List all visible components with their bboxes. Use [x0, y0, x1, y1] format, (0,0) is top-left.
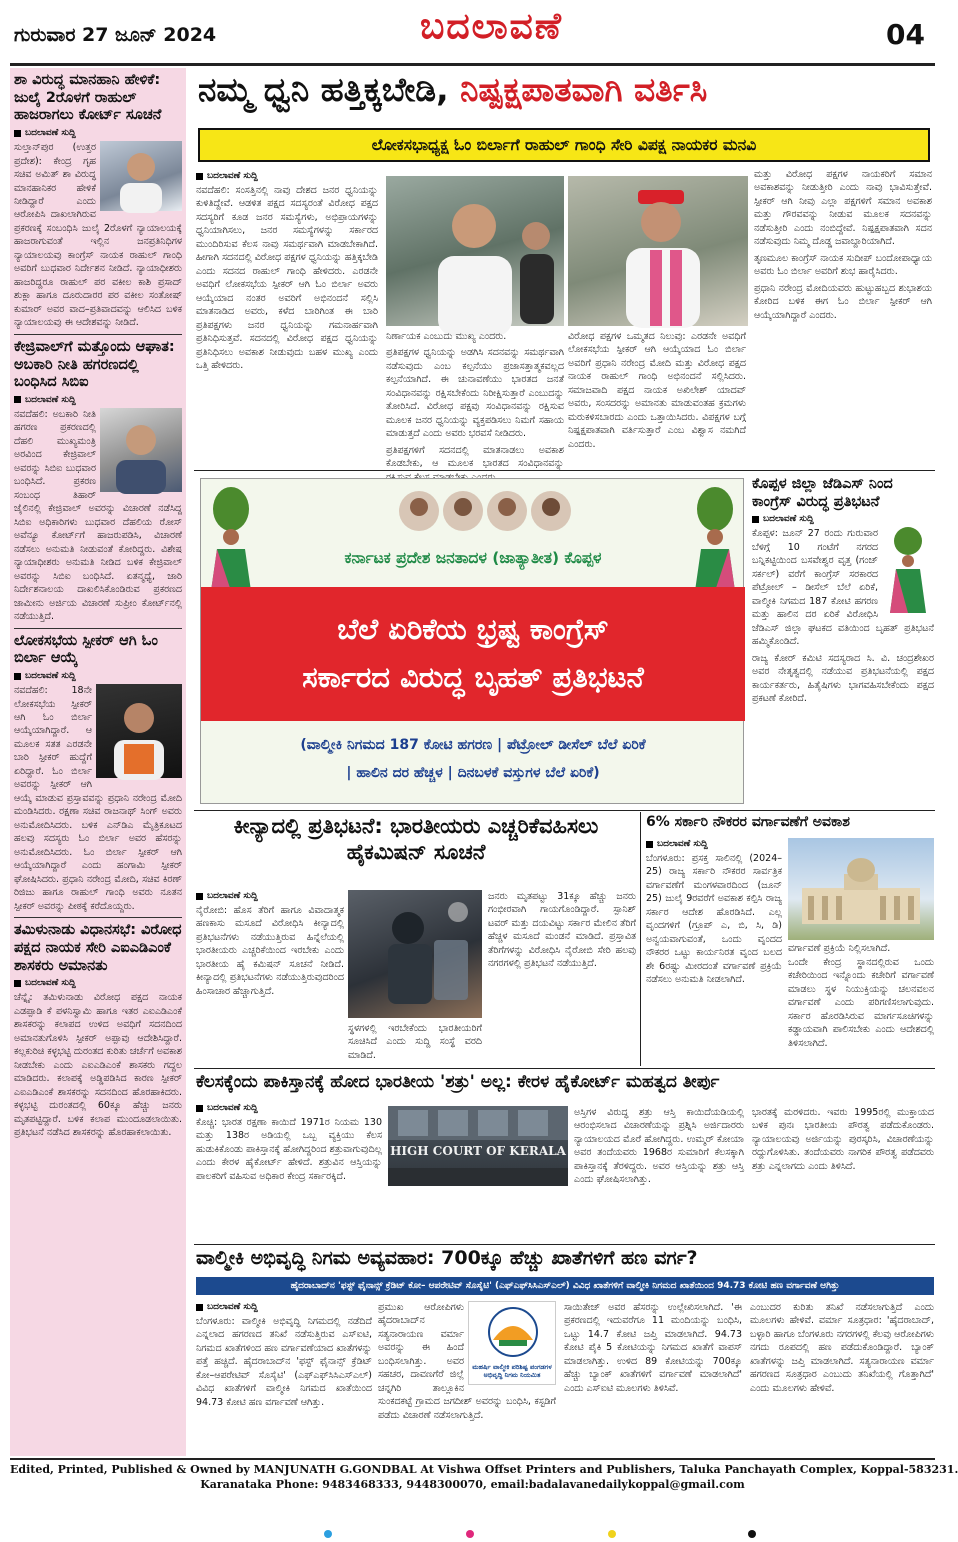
rahul-gandhi-photo: [100, 141, 182, 211]
story-body: ಚೆನ್ನೈ: ತಮಿಳುನಾಡು ವಿರೋಧ ಪಕ್ಷದ ನಾಯಕ ಎಡಪ್ಪಾಡಿ ಕೆ ಪಳನಿಸ್ವಾಮಿ ಹಾಗೂ ಇತರ ಎಐಎಡಿಎಂಕೆ ಶಾಸಕರನ್ನು ಕಲಾಪದ ಉಳಿದ ಅವಧಿಗೆ ಸದನದಿಂದ ಅಮಾನತುಗೊಳಿಸಿ ಸ್ಪೀಕರ್ ಅಪ್ಪಾವು ಆದೇಶಿಸಿದ್ದಾರೆ. ಕಲ್ಲಕುರಿಚಿ ಕಳ್ಳಭಟ್ಟಿ ದುರಂತದ ಕುರಿತು ಚರ್ಚೆಗೆ ಅವಕಾಶ ನೀಡಬೇಕು ಎಂದು ಎಐಎಡಿಎಂಕೆ ಶಾಸಕರು ಗದ್ದಲ ಮಾಡಿದರು. ಕಲಾಪಕ್ಕೆ ಅಡ್ಡಿಪಡಿಸಿದ ಕಾರಣ ಸ್ಪೀಕರ್ ಎಐಎಡಿಎಂಕೆ ಶಾಸಕರನ್ನು ಸದನದಿಂದ ಹೊರಹಾಕಿದರು. ಕಳ್ಳಭಟ್ಟಿ ದುರಂತದಲ್ಲಿ 60ಕ್ಕೂ ಹೆಚ್ಚು ಜನರು ಮೃತಪಟ್ಟಿದ್ದಾರೆ. ಬಳಿಕ ಕಲಾಪ ಮುಂದೂಡಲಾಯಿತು. ಪ್ರತಿಭಟನೆ ನಡೆಸಿದ ಶಾಸಕರನ್ನು ಹೊರಹಾಕಲಾಯಿತು.: [14, 992, 182, 1139]
registration-mark: [748, 1530, 756, 1538]
divider: [14, 628, 182, 629]
photo-caption: ಸ್ಥಳಗಳಲ್ಲಿ ಇರಬೇಕೆಂದು ಭಾರತೀಯರಿಗೆ ಸೂಚಿಸಿದೆ ಎಂದು ಸುದ್ದಿ ಸಂಸ್ಥೆ ವರದಿ ಮಾಡಿದೆ.: [348, 1023, 482, 1061]
jds-protest-ad: [200, 478, 744, 804]
masthead-rule: [10, 63, 935, 66]
divider: [14, 917, 182, 918]
logo-text: ಮಹರ್ಷಿ ವಾಲ್ಮೀಕಿ ಪರಿಶಿಷ್ಟ ಪಂಗಡಗಳ ಅಭಿವೃದ್ಧಿ ನಿಗಮ ನಿಯಮಿತ: [472, 1363, 552, 1379]
registration-mark: [608, 1530, 616, 1538]
lead-col3: ವಿರೋಧ ಪಕ್ಷಗಳ ಒಮ್ಮತದ ನಿಲುವು: ಎರಡನೇ ಅವಧಿಗೆ ಲೋಕಸಭೆಯ ಸ್ಪೀಕರ್ ಆಗಿ ಆಯ್ಕೆಯಾದ ಓಂ ಬಿರ್ಲಾ ಅವರಿಗೆ ಪ್ರಧಾನಿ ನರೇಂದ್ರ ಮೋದಿ ಮತ್ತು ವಿರೋಧ ಪಕ್ಷದ ನಾಯಕ ರಾಹುಲ್ ಗಾಂಧಿ ಅಭಿನಂದನೆ ಸಲ್ಲಿಸಿದರು. ಸಮಾಜವಾದಿ ಪಕ್ಷದ ನಾಯಕ ಅಖಿಲೇಶ್ ಯಾದವ್ ಅವರು, ಸಂಸದರನ್ನು ಅಮಾನತು ಮಾಡುವಂತಹ ಕ್ರಮಗಳು ಮರುಕಳಿಸಬಾರದು ಎಂದು ಒತ್ತಾಯಿಸಿದರು. ವಿಪಕ್ಷಗಳ ಬಗ್ಗೆ ನಿಷ್ಪಕ್ಷಪಾತವಾಗಿ ವರ್ತಿಸುತ್ತಾರೆ ಎಂಬ ವಿಶ್ವಾಸ ನಮಗಿದೆ ಎಂದರು.: [568, 331, 746, 450]
story-body: ಭಾರತಕ್ಕೆ ಮರಳಿದರು. ಇವರು 1995ರಲ್ಲಿ ಮುಕ್ತಾಯದ ಬಳಿಕ ಪುನಃ ಭಾರತೀಯ ಪೌರತ್ವ ಪಡೆದುಕೊಂಡರು. ನ್ಯಾಯಾಲಯವು ಅರ್ಜಿಯನ್ನು ಪುರಸ್ಕರಿಸಿ, ವಿಚಾರಣೆಯನ್ನು ರದ್ದುಗೊಳಿಸಿತು. ತಂದೆಯವರು ನಾಗರಿಕ ಪೌರತ್ವ ಪಡೆದವರು ಶತ್ರು ಎನ್ನಲಾಗದು ಎಂದು ತಿಳಿಸಿದೆ.: [752, 1107, 934, 1172]
party-line: ಕರ್ನಾಟಕ ಪ್ರದೇಶ ಜನತಾದಳ (ಜಾತ್ಯಾತೀತ) ಕೊಪ್ಪಳ: [344, 549, 602, 567]
kenya-col1: [196, 888, 344, 1066]
lead-headline-part2: ನಿಷ್ಪಕ್ಷಪಾತವಾಗಿ ವರ್ತಿಸಿ: [460, 70, 708, 109]
story-body: ಎಂಬುದರ ಕುರಿತು ತನಿಖೆ ನಡೆಸಲಾಗುತ್ತಿದೆ ಎಂದು ಮೂಲಗಳು ಹೇಳಿವೆ. ವರ್ಮಾ ಸೂತ್ರಧಾರ: 'ಹೈದರಾಬಾದ್, ಬಳ್ಳಾರಿ ಹಾಗೂ ಬೆಂಗಳೂರು ನಗರಗಳಲ್ಲಿ ಕೆಲವು ಆರೋಪಿಗಳು ನಗದು ರೂಪದಲ್ಲಿ ಹಣ ಪಡೆದುಕೊಂಡಿದ್ದಾರೆ. ಬ್ಯಾಂಕ್ ಖಾತೆಗಳನ್ನು ಜಪ್ತಿ ಮಾಡಲಾಗಿದೆ. ಸತ್ಯನಾರಾಯಣ ವರ್ಮಾ ಹಗರಣದ ಸೂತ್ರಧಾರ ಎಂಬುದು ತನಿಖೆಯಲ್ಲಿ ಗೊತ್ತಾಗಿದೆ' ಎಂದು ಮೂಲಗಳು ಹೇಳಿವೆ.: [750, 1302, 934, 1394]
story-byline: ಬದಲಾವಣೆ ಸುದ್ದಿ: [196, 891, 344, 901]
rahul-gandhi-lead-photo: [386, 176, 564, 326]
story-om-birla: [14, 633, 182, 914]
corporation-logo-icon: [469, 1302, 557, 1360]
story-body: ಬೆಂಗಳೂರು: ವಾಲ್ಮೀಕಿ ಅಭಿವೃದ್ಧಿ ನಿಗಮದಲ್ಲಿ ನಡೆದಿದೆ ಎನ್ನಲಾದ ಹಗರಣದ ತನಿಖೆ ನಡೆಸುತ್ತಿರುವ ಎಸ್‌ಐಟಿ, ನಿಗಮದ ಖಾತೆಗಳಿಂದ ಹಣ ವರ್ಗಾವಣೆಯಾದ ಖಾತೆಗಳನ್ನು ಪತ್ತೆ ಹಚ್ಚಿದೆ. ಹೈದರಾಬಾದ್‌ನ 'ಫಸ್ಟ್ ಫೈನಾನ್ಸ್ ಕ್ರೆಡಿಟ್ ಕೋ–ಆಪರೇಟಿವ್ ಸೊಸೈಟಿ' (ಎಫ್‌ಎಫ್‌ಸಿಸಿಎಸ್‌ಎಲ್) ವಿವಿಧ ಖಾತೆಗಳಿಗೆ ವಾಲ್ಮೀಕಿ ನಿಗಮದ ಖಾತೆಯಿಂದ 94.73 ಕೋಟಿ ಹಣ ವರ್ಗಾವಣೆ ಆಗಿತ್ತು.: [196, 1316, 372, 1408]
vidhana-soudha-photo: [788, 838, 934, 940]
imprint-line2: Karanataka Phone: 9483468333, 9448300070, email:badalavanedailykoppal@gmail.com: [200, 1478, 745, 1491]
kerala-col1: [196, 1100, 382, 1240]
portrait-icon: [100, 141, 182, 211]
story-byline: ಬದಲಾವಣೆ ಸುದ್ದಿ: [752, 514, 934, 524]
protest-issues: (ವಾಲ್ಮೀಕಿ ನಿಗಮದ 187 ಕೋಟಿ ಹಗರಣ | ಪೆಟ್ರೋಲ್ ಡೀಸೆಲ್ ಬೆಲೆ ಏರಿಕೆ | ಹಾಲಿನ ದರ ಹೆಚ್ಚಳ | ದಿನಬಳಕೆ ವಸ್ತುಗಳ ಬೆಲೆ ಏರಿಕೆ): [300, 737, 646, 781]
farm-woman-emblem-icon: [882, 527, 934, 617]
story-rahul-court: [14, 72, 182, 330]
divider: [194, 1068, 935, 1069]
story-body: ನವದೆಹಲಿ: ಅಬಕಾರಿ ನೀತಿ ಹಗರಣ ಪ್ರಕರಣದಲ್ಲಿ ದೆಹಲಿ ಮುಖ್ಯಮಂತ್ರಿ ಅರವಿಂದ ಕೇಜ್ರಿವಾಲ್ ಅವರನ್ನು ಸಿಬಿಐ ಬುಧವಾರ ಬಂಧಿಸಿದೆ. ಪ್ರಕರಣ ಸಂಬಂಧ ತಿಹಾರ್ ಜೈಲಿನಲ್ಲಿ ಕೇಜ್ರಿವಾಲ್ ಅವರನ್ನು ವಿಚಾರಣೆ ನಡೆಸಿದ್ದ ಸಿಬಿಐ ಅಧಿಕಾರಿಗಳು ಬುಧವಾರ ದೆಹಲಿಯ ರೋಸ್ ಅವೆನ್ಯೂ ಕೋರ್ಟ್‌ಗೆ ಹಾಜರುಪಡಿಸಿ, ವಿಚಾರಣೆ ನಡೆಸಲು ಅನುಮತಿ ನೀಡುವಂತೆ ಕೋರಿದ್ದರು. ವಿಶೇಷ ನ್ಯಾಯಾಧೀಶರು ಅನುಮತಿ ನೀಡಿದ ಬಳಿಕ ಕೇಜ್ರಿವಾಲ್ ಅವರನ್ನು ಸಿಬಿಐ ಬಂಧಿಸಿದೆ. ಏತನ್ಮಧ್ಯೆ, ಜಾರಿ ನಿರ್ದೇಶನಾಲಯ ದಾಖಲಿಸಿಕೊಂಡಿರುವ ಪ್ರಕರಣದ ಜಾಮೀನು ಅರ್ಜಿಯ ವಿಚಾರಣೆ ಸುಪ್ರೀಂ ಕೋರ್ಟ್‌ನಲ್ಲಿ ನಡೆಯುತ್ತಿದೆ.: [14, 408, 182, 623]
imprint-line1: Edited, Printed, Published & Owned by MANJUNATH G.GONDBAL At Vishwa Offset Printers and Publishers, Taluka Panchayath Complex, Koppal-583231.: [10, 1463, 958, 1476]
story-kerala-hc: [196, 1072, 934, 1240]
paper-name: ಬದಲಾವಣೆ: [420, 6, 563, 47]
om-birla-photo: [96, 684, 182, 778]
govt-col1: [646, 836, 782, 1066]
story-headline: ಕೀನ್ಯಾದಲ್ಲಿ ಪ್ರತಿಭಟನೆ: ಭಾರತೀಯರು ಎಚ್ಚರಿಕೆವಹಿಸಲು ಹೈಕಮಿಷನ್ ಸೂಚನೆ: [233, 814, 599, 864]
protest-banner: ಬೆಲೆ ಏರಿಕೆಯ ಭ್ರಷ್ಟ ಕಾಂಗ್ರೆಸ್ ಸರ್ಕಾರದ ವಿರುದ್ಧ ಬೃಹತ್ ಪ್ರತಿಭಟನೆ: [201, 587, 745, 721]
divider: [194, 470, 935, 471]
photo-caption: ವರ್ಗಾವಣೆ ಪ್ರಕ್ರಿಯೆ ನಿಲ್ಲಿಸಲಾಗಿದೆ.: [788, 943, 891, 954]
lead-headline: [198, 70, 934, 110]
divider: [14, 334, 182, 335]
divider: [194, 1244, 935, 1245]
kenya-protest-photo: [348, 890, 482, 1018]
portrait-icon: [100, 408, 182, 492]
story-body: ಸಾಯಿತೇಜ್ ಅವರ ಹೆಸರನ್ನು ಉಲ್ಲೇಖಿಸಲಾಗಿದೆ. 'ಈ ಪ್ರಕರಣದಲ್ಲಿ ಇದುವರೆಗೂ 11 ಮಂದಿಯನ್ನು ಬಂಧಿಸಿ, ಒಟ್ಟು 14.7 ಕೋಟಿ ಜಪ್ತಿ ಮಾಡಲಾಗಿದೆ. 94.73 ಕೋಟಿ ಪೈಕಿ 5 ಕೋಟಿಯನ್ನು ನಿಗಮದ ಖಾತೆಗೆ ವಾಪಸ್ ಮಾಡಲಾಗಿತ್ತು. ಉಳಿದ 89 ಕೋಟಿಯನ್ನು 700ಕ್ಕೂ ಹೆಚ್ಚು ಬ್ಯಾಂಕ್ ಖಾತೆಗಳಿಗೆ ವರ್ಗಾವಣೆ ಮಾಡಲಾಗಿದೆ' ಎಂದು ಎಸ್‌ಐಟಿ ಮೂಲಗಳು ತಿಳಿಸಿವೆ.: [564, 1302, 742, 1394]
lead-col1: [196, 168, 378, 468]
masthead: [0, 0, 945, 68]
story-body: ರಾಜ್ಯ ಕೋರ್ ಕಮಿಟಿ ಸದಸ್ಯರಾದ ಸಿ. ವಿ. ಚಂದ್ರಶೇಖರ ಅವರ ನೇತೃತ್ವದಲ್ಲಿ ನಡೆಯುವ ಪ್ರತಿಭಟನೆಯಲ್ಲಿ ಪಕ್ಷದ ಕಾರ್ಯಕರ್ತರು, ಹಿತೈಷಿಗಳು ಭಾಗವಹಿಸಬೇಕೆಂದು ಪಕ್ಷದ ಪ್ರಕಟಣೆ ಕೋರಿದೆ.: [752, 652, 934, 705]
story-body: ಕೊಪ್ಪಳ: ಜೂನ್ 27 ರಂದು ಗುರುವಾರ ಬೆಳಿಗ್ಗೆ 10 ಗಂಟೆಗೆ ನಗರದ ಬನ್ನಿಕಟ್ಟಿಯಿಂದ ಬಸವೇಶ್ವರ ವೃತ್ತ (ಗಂಜ್ ಸರ್ಕಲ್) ವರೆಗೆ ಕಾಂಗ್ರೆಸ್ ಸರಕಾರದ ಪೆಟ್ರೋಲ್ – ಡೀಸೆಲ್ ಬೆಲೆ ಏರಿಕೆ, ವಾಲ್ಮೀಕಿ ನಿಗಮದ 187 ಕೋಟಿ ಹಗರಣ ಮತ್ತು ಹಾಲಿನ ದರ ಏರಿಕೆ ವಿರೋಧಿಸಿ ಜೆಡಿಎಸ್ ಜಿಲ್ಲಾ ಘಟಕದ ವತಿಯಿಂದ ಬೃಹತ್ ಪ್ರತಿಭಟನೆ ಹಮ್ಮಿಕೊಂಡಿದೆ.: [752, 528, 934, 648]
farm-woman-emblem-photo: [882, 527, 934, 617]
issue-date: ಗುರುವಾರ 27 ಜೂನ್ 2024: [14, 24, 217, 46]
story-headline: ಶಾ ವಿರುದ್ಧ ಮಾನಹಾನಿ ಹೇಳಿಕೆ: ಜುಲೈ 2ರೊಳಗೆ ರಾಹುಲ್ ಹಾಜರಾಗಲು ಕೋರ್ಟ್ ಸೂಚನೆ: [14, 72, 162, 124]
portrait-icon: [386, 176, 564, 326]
story-valmiki: [196, 1247, 934, 1453]
story-body: ಸುಲ್ತಾನ್‌ಪುರ (ಉತ್ತರ ಪ್ರದೇಶ): ಕೇಂದ್ರ ಗೃಹ ಸಚಿವ ಅಮಿತ್ ಶಾ ವಿರುದ್ಧ ಮಾನಹಾನಿಕರ ಹೇಳಿಕೆ ನೀಡಿದ್ದಾರೆ ಎಂದು ಆರೋಪಿಸಿ ದಾಖಲಾಗಿರುವ ಪ್ರಕರಣಕ್ಕೆ ಸಂಬಂಧಿಸಿ ಜುಲೈ 2ರೊಳಗೆ ನ್ಯಾಯಾಲಯಕ್ಕೆ ಹಾಜರಾಗುವಂತೆ ಇಲ್ಲಿನ ಜನಪ್ರತಿನಿಧಿಗಳ ನ್ಯಾಯಾಲಯವು ಕಾಂಗ್ರೆಸ್ ನಾಯಕ ರಾಹುಲ್ ಗಾಂಧಿ ಅವರಿಗೆ ಬುಧವಾರ ನಿರ್ದೇಶನ ನೀಡಿದೆ. ನ್ಯಾಯಾಧೀಶರು ಹಾಜರಿದ್ದರೂ ರಾಹುಲ್ ಪರ ವಕೀಲ ಕಾಶಿ ಪ್ರಸಾದ್ ಶುಕ್ಲಾ ಹಾಗೂ ದೂರುದಾರರ ಪರ ವಕೀಲ ಸಂತೋಷ್ ಕುಮಾರ್ ಅವರ ವಾದ–ಪ್ರತಿವಾದವನ್ನು ಆಲಿಸಿದ ಬಳಿಕ ನ್ಯಾಯಾಲಯವು ಈ ಆದೇಶವನ್ನು ನೀಡಿದೆ.: [14, 142, 182, 329]
valmiki-strap: ಹೈದರಾಬಾದ್‌ನ 'ಫಸ್ಟ್ ಫೈನಾನ್ಸ್ ಕ್ರೆಡಿಟ್ ಕೋ– ಆಪರೇಟಿವ್ ಸೊಸೈಟಿ' (ಎಫ್‌ಎಫ್‌ಸಿಸಿಎಸ್‌ಎಲ್) ವಿವಿಧ ಖಾತೆಗಳಿಗೆ ವಾಲ್ಮೀಕಿ ನಿಗಮದ ಖಾತೆಯಿಂದ 94.73 ಕೋಟಿ ಹಣ ವರ್ಗಾವಣೆ ಆಗಿತ್ತು: [196, 1277, 934, 1295]
story-body: ಅಸ್ತಿಗಳ ವಿರುದ್ಧ ಶತ್ರು ಆಸ್ತಿ ಕಾಯಿದೆಯಡಿಯಲ್ಲಿ ಆರಂಭಿಸಲಾದ ವಿಚಾರಣೆಯನ್ನು ಪ್ರಶ್ನಿಸಿ ಅರ್ಜಿದಾರರು ನ್ಯಾಯಾಲಯದ ಮೊರೆ ಹೋಗಿದ್ದರು. ಉಮ್ಮರ್ ಕೋಯಾ ಅವರ ತಂದೆಯವರು 1968ರ ಸುಮಾರಿಗೆ ಕೆಲಸಕ್ಕಾಗಿ ಪಾಕಿಸ್ತಾನಕ್ಕೆ ತೆರಳಿದ್ದರು. ಅವರ ಆಸ್ತಿಯನ್ನು ಶತ್ರು ಆಸ್ತಿ ಎಂದು ಘೋಷಿಸಲಾಗಿತ್ತು.: [574, 1107, 744, 1186]
story-byline: ಬದಲಾವಣೆ ಸುದ್ದಿ: [14, 128, 182, 138]
building-icon: [788, 838, 934, 940]
story-byline: ಬದಲಾವಣೆ ಸುದ್ದಿ: [14, 978, 182, 988]
registration-mark: [466, 1530, 474, 1538]
story-body: ಒಂದೇ ಕೇಂದ್ರ ಸ್ಥಾನದಲ್ಲಿರುವ ಒಂದು ಕಚೇರಿಯಿಂದ ಇನ್ನೊಂದು ಕಚೇರಿಗೆ ವರ್ಗಾವಣೆ ಮಾಡಲು ಸ್ಥಳ ನಿಯುಕ್ತಿಯನ್ನು ಚಲನವಲನ ವರ್ಗಾವಣೆ ಎಂದು ಪರಿಗಣಿಸಲಾಗುವುದು. ಸರ್ಕಾರ ಹೊರಡಿಸಿರುವ ಮಾರ್ಗಸೂಚಿಗಳನ್ನು ಕಡ್ಡಾಯವಾಗಿ ಪಾಲಿಸಬೇಕು ಎಂದು ಆದೇಶದಲ್ಲಿ ತಿಳಿಸಲಾಗಿದೆ.: [788, 957, 934, 1049]
govt-col2: [788, 956, 934, 1066]
story-headline: 6% ಸರ್ಕಾರಿ ನೌಕರರ ವರ್ಗಾವಣೆಗೆ ಅವಕಾಶ: [646, 814, 850, 830]
story-byline: ಬದಲಾವಣೆ ಸುದ್ದಿ: [14, 671, 182, 681]
story-body: ನೈರೋಬಿ: ಹೊಸ ತೆರಿಗೆ ಹಾಗೂ ವಿವಾದಾತ್ಮಕ ಹಣಕಾಸು ಮಸೂದೆ ವಿರೋಧಿಸಿ ಕೀನ್ಯಾದಲ್ಲಿ ಪ್ರತಿಭಟನೆಗಳು ನಡೆಯುತ್ತಿರುವ ಹಿನ್ನೆಲೆಯಲ್ಲಿ ಭಾರತೀಯರು ಎಚ್ಚರಿಕೆಯಿಂದ ಇರಬೇಕು ಎಂದು ಭಾರತೀಯ ಹೈ ಕಮಿಷನ್ ಸೂಚನೆ ನೀಡಿದೆ. ಕೀನ್ಯಾದಲ್ಲಿ ಪ್ರತಿಭಟನೆಗಳು ನಡೆಯುತ್ತಿರುವುದರಿಂದ ಹಿಂಸಾಚಾರ ಹೆಚ್ಚಾಗುತ್ತಿದೆ.: [196, 905, 344, 997]
court-sign: HIGH COURT OF KERALA: [390, 1144, 566, 1158]
story-body: ಜನರು ಮೃತಪಟ್ಟು 31ಕ್ಕೂ ಹೆಚ್ಚು ಜನರು ಗಂಭೀರವಾಗಿ ಗಾಯಗೊಂಡಿದ್ದಾರೆ. ಸ್ಪಾನಿಶ್ ಟವರ್ ಮತ್ತು ದಯವಿಟ್ಟು ಸರ್ಕಾರ ಮೇಲಿನ ತೆರಿಗೆ ಹೆಚ್ಚಳ ಮಸೂದೆ ಮಂಡನೆ ಮಾಡಿದೆ. ಪ್ರಸ್ತಾವಿತ ತೆರಿಗೆಗಳನ್ನು ವಿರೋಧಿಸಿ ನೈರೋಬಿ ಸೇರಿ ಹಲವು ನಗರಗಳಲ್ಲಿ ಪ್ರತಿಭಟನೆ ನಡೆಯುತ್ತಿದೆ.: [488, 891, 636, 970]
kenya-col3: [488, 890, 636, 1066]
story-koppal-jds: [752, 476, 934, 806]
story-body: ಕೊಚ್ಚಿ: ಭಾರತ ರಕ್ಷಣಾ ಕಾಯಿದೆ 1971ರ ನಿಯಮ 130 ಮತ್ತು 138ರ ಅಡಿಯಲ್ಲಿ ಒಬ್ಬ ವ್ಯಕ್ತಿಯು ಕೆಲಸ ಹುಡುಕಿಕೊಂಡು ಪಾಕಿಸ್ತಾನಕ್ಕೆ ಹೋಗಿದ್ದರಿಂದ ಶತ್ರುವಾಗುವುದಿಲ್ಲ ಎಂದು ಕೇರಳ ಹೈಕೋರ್ಟ್ ಹೇಳಿದೆ. ಶತ್ರುವಿನ ಆಸ್ತಿಯನ್ನು ಪಾಲಕರಿಗೆ ವಹಿಸುವ ಅಧಿಕಾರ ಕೇಂದ್ರ ಸರ್ಕಾರಕ್ಕಿದೆ.: [196, 1117, 382, 1182]
valmiki-col1: [196, 1299, 372, 1453]
page-number: 04: [886, 18, 925, 51]
story-byline: ಬದಲಾವಣೆ ಸುದ್ದಿ: [196, 1103, 382, 1113]
story-kejriwal: [14, 339, 182, 624]
story-body: ಪ್ರಮುಖ ಆರೋಪಿಗಳು ಹೈದರಾಬಾದ್‌ನ ಸತ್ಯನಾರಾಯಣ ವರ್ಮಾ ಅವರನ್ನು ಈ ಹಿಂದೆ ಬಂಧಿಸಲಾಗಿತ್ತು. ಅವರ ಸಹಚರ, ದಾವಣಗೆರೆ ಜಿಲ್ಲೆ ಚನ್ನಗಿರಿ ತಾಲ್ಲೂಕಿನ ಸುಂಕದಕಟ್ಟೆ ಗ್ರಾಮದ ಜಗದೀಶ್ ಅವರನ್ನು ಬಂಧಿಸಿ, ಕಸ್ಟಡಿಗೆ ಪಡೆದು ವಿಚಾರಣೆ ನಡೆಸಲಾಗುತ್ತಿದೆ.: [378, 1302, 556, 1421]
story-headline: ಕೆಲಸಕ್ಕೆಂದು ಪಾಕಿಸ್ತಾನಕ್ಕೆ ಹೋದ ಭಾರತೀಯ 'ಶತ್ರು' ಅಲ್ಲ: ಕೇರಳ ಹೈಕೋರ್ಟ್ ಮಹತ್ವದ ತೀರ್ಪು: [196, 1072, 720, 1092]
story-byline: ಬದಲಾವಣೆ ಸುದ್ದಿ: [646, 839, 782, 849]
farm-woman-emblem-icon: [695, 487, 735, 591]
story-byline: ಬದಲಾವಣೆ ಸುದ್ದಿ: [196, 171, 378, 181]
lead-col2: ನಿರ್ಣಾಯಕ ಎಂಬುದು ಮುಖ್ಯ ಎಂದರು. ಪ್ರತಿಪಕ್ಷಗಳ ಧ್ವನಿಯನ್ನು ಅಡಗಿಸಿ ಸದನವನ್ನು ಸಮರ್ಥವಾಗಿ ನಡೆಸುವುದು ಎಂಬ ಕಲ್ಪನೆಯು ಪ್ರಜಾಸತ್ತಾತ್ಮಕವಲ್ಲದ ಕಲ್ಪನೆಯಾಗಿದೆ. ಈ ಚುನಾವಣೆಯು ಭಾರತದ ಜನತೆ ಸಂವಿಧಾನವನ್ನು ರಕ್ಷಿಸಬೇಕೆಂದು ನಿರೀಕ್ಷಿಸುತ್ತಾರೆ ಎಂಬುದನ್ನು ತೋರಿಸಿದೆ. ವಿರೋಧ ಪಕ್ಷವು ಸಂವಿಧಾನವನ್ನು ರಕ್ಷಿಸುವ ಮೂಲಕ ಜನರ ಧ್ವನಿಯನ್ನು ವ್ಯಕ್ತಪಡಿಸಲು ನಿಮಗೆ ಸಹಾಯ ಮಾಡುತ್ತದೆ ಎಂದು ಅವರು ಭರವಸೆ ನೀಡಿದರು. ಪ್ರತಿಪಕ್ಷಗಳಿಗೆ ಸದನದಲ್ಲಿ ಮಾತನಾಡಲು ಅವಕಾಶ ಕೊಡಬೇಕು, ಆ ಮೂಲಕ ಭಾರತದ ಸಂವಿಧಾನವನ್ನು: [386, 331, 564, 470]
left-column: [10, 68, 186, 1456]
farm-woman-emblem-icon: [211, 487, 251, 591]
lead-headline-part1: ನಮ್ಮ ಧ್ವನಿ ಹತ್ತಿಕ್ಕಬೇಡಿ,: [198, 70, 449, 109]
story-headline: ಲೋಕಸಭೆಯ ಸ್ಪೀಕರ್ ಆಗಿ ಓಂ ಬಿರ್ಲಾ ಆಯ್ಕೆ: [14, 632, 158, 667]
story-headline: ವಾಲ್ಮೀಕಿ ಅಭಿವೃದ್ಧಿ ನಿಗಮ ಅವ್ಯವಹಾರ: 700ಕ್ಕೂ ಹೆಚ್ಚು ಖಾತೆಗಳಿಗೆ ಹಣ ವರ್ಗ?: [196, 1247, 698, 1269]
kejriwal-photo: [100, 408, 182, 492]
story-body: ನವದೆಹಲಿ: 18ನೇ ಲೋಕಸಭೆಯ ಸ್ಪೀಕರ್ ಆಗಿ ಓಂ ಬಿರ್ಲಾ ಆಯ್ಕೆಯಾಗಿದ್ದಾರೆ. ಆ ಮೂಲಕ ಸತತ ಎರಡನೇ ಬಾರಿ ಸ್ಪೀಕರ್ ಹುದ್ದೆಗೆ ಏರಿದ್ದಾರೆ. ಓಂ ಬಿರ್ಲಾ ಅವರನ್ನು ಸ್ಪೀಕರ್ ಆಗಿ ಆಯ್ಕೆ ಮಾಡುವ ಪ್ರಸ್ತಾವವನ್ನು ಪ್ರಧಾನಿ ನರೇಂದ್ರ ಮೋದಿ ಮಂಡಿಸಿದರು. ರಕ್ಷಣಾ ಸಚಿವ ರಾಜನಾಥ್ ಸಿಂಗ್ ಅವರು ಅನುಮೋದಿಸಿದರು. ಬಳಿಕ ಎನ್‌ಡಿಎ ಮೈತ್ರಿಕೂಟದ ಹಲವು ಸದಸ್ಯರು ಓಂ ಬಿರ್ಲಾ ಅವರ ಹೆಸರನ್ನು ಅನುಮೋದಿಸಿದರು. ಓಂ ಬಿರ್ಲಾ ಸ್ಪೀಕರ್ ಆಗಿ ಆಯ್ಕೆಯಾಗಿದ್ದಾರೆ ಎಂದು ಹಂಗಾಮಿ ಸ್ಪೀಕರ್ ಘೋಷಿಸಿದರು. ಪ್ರಧಾನಿ ನರೇಂದ್ರ ಮೋದಿ, ಸಚಿವ ಕಿರಣ್ ರಿಜಿಜು ಹಾಗೂ ರಾಹುಲ್ ಗಾಂಧಿ ಅವರು ನೂತನ ಸ್ಪೀಕರ್ ಅವರನ್ನು ಪೀಠಕ್ಕೆ ಕರೆದೊಯ್ದರು.: [14, 685, 182, 912]
story-tamilnadu: [14, 922, 182, 1139]
lead-story: [194, 68, 934, 468]
story-body: ಬೆಂಗಳೂರು: ಪ್ರಸಕ್ತ ಸಾಲಿನಲ್ಲಿ (2024–25) ರಾಜ್ಯ ಸರ್ಕಾರಿ ನೌಕರರ ಸಾರ್ವತ್ರಿಕ ವರ್ಗಾವಣೆಗೆ ಮಂಗಳವಾರದಿಂದ (ಜೂನ್ 25) ಜುಲೈ 9ರವರೆಗೆ ಅವಕಾಶ ಕಲ್ಪಿಸಿ ರಾಜ್ಯ ಸರ್ಕಾರ ಆದೇಶ ಹೊರಡಿಸಿದೆ. ಎಲ್ಲ ವೃಂದಗಳಿಗೆ (ಗ್ರೂಪ್ ಎ, ಬಿ, ಸಿ, ಡಿ) ಅನ್ವಯವಾಗುವಂತೆ, ಒಂದು ವೃಂದದ ನೌಕರರ ಒಟ್ಟು ಕಾರ್ಯನಿರತ ವೃಂದ ಬಲದ ಶೇ 6ರಷ್ಟು ಮೀರದಂತೆ ವರ್ಗಾವಣೆ ಪ್ರಕ್ರಿಯೆ ನಡೆಸಲು ಅನುಮತಿ ನೀಡಲಾಗಿದೆ.: [646, 853, 782, 986]
story-body: ನವದೆಹಲಿ: ಸಂಸತ್ತಿನಲ್ಲಿ ನಾವು ದೇಶದ ಜನರ ಧ್ವನಿಯನ್ನು ಕುಳಿತಿದ್ದೇವೆ. ಆಡಳಿತ ಪಕ್ಷದ ಸದಸ್ಯರಂತೆ ವಿರೋಧ ಪಕ್ಷದ ಸದಸ್ಯರಿಗೆ ಕೂಡ ಜನರ ಸಮಸ್ಯೆಗಳು, ಅಭಿಪ್ರಾಯಗಳನ್ನು ಧ್ವನಿಯಾಗಿಸಲು, ಜನರ ಸಮಸ್ಯೆಗಳನ್ನು ಸರ್ಕಾರದ ಮುಂದಿರಿಸುವ ಕೆಲಸ ನಾವು ಸಮರ್ಥವಾಗಿ ಮಾಡಬೇಕಾಗಿದೆ. ಹೀಗಾಗಿ ಸದನದಲ್ಲಿ ವಿರೋಧ ಪಕ್ಷಗಳ ಧ್ವನಿಯನ್ನು ಹತ್ತಿಕ್ಕಬೇಡಿ ಎಂದು ಸದನದ ರಾಹುಲ್ ಗಾಂಧಿ ಹೇಳಿದರು. ಎರಡನೇ ಅವಧಿಗೆ ಲೋಕಸಭೆಯ ಸ್ಪೀಕರ್ ಆಗಿ ಓಂ ಬಿರ್ಲಾ ಅವರು ಆಯ್ಕೆಯಾದ ನಂತರ ಅವರಿಗೆ ಅಭಿನಂದನೆ ಸಲ್ಲಿಸಿ ಮಾತನಾಡಿದ ಅವರು, ಕಳೆದ ಬಾರಿಗಿಂತ ಈ ಬಾರಿ ಪ್ರತಿಪಕ್ಷಗಳು ಜನರ ಧ್ವನಿಯನ್ನು ಗಮನಾರ್ಹವಾಗಿ ಪ್ರತಿನಿಧಿಸುತ್ತವೆ. ಸದನದಲ್ಲಿ ವಿರೋಧ ಪಕ್ಷದ ಧ್ವನಿಯನ್ನು ಪ್ರತಿನಿಧಿಸಲು ಅವಕಾಶ ನೀಡುವುದು ಬಹಳ ಮುಖ್ಯ ಎಂದು ಒತ್ತಿ ಹೇಳಿದರು.: [196, 185, 378, 372]
divider: [194, 810, 935, 811]
lead-subhead: ಲೋಕಸಭಾಧ್ಯಕ್ಷ ಓಂ ಬಿರ್ಲಾಗೆ ರಾಹುಲ್ ಗಾಂಧಿ ಸೇರಿ ವಿಪಕ್ಷ ನಾಯಕರ ಮನವಿ: [198, 128, 930, 162]
valmiki-col2: [378, 1301, 556, 1453]
lead-col4: ಮತ್ತು ವಿರೋಧ ಪಕ್ಷಗಳ ನಾಯಕರಿಗೆ ಸಮಾನ ಅವಕಾಶವನ್ನು ನೀಡುತ್ತೀರಿ ಎಂದು ನಾವು ಭಾವಿಸುತ್ತೇವೆ. ಸ್ಪೀಕರ್ ಆಗಿ ನೀವು ಎಲ್ಲಾ ಪಕ್ಷಗಳಿಗೆ ಸಮಾನ ಅವಕಾಶ ಮತ್ತು ಗೌರವವನ್ನು ನೀಡುವ ಮೂಲಕ ಸದನವನ್ನು ನಡೆಸುತ್ತೀರಿ ಎಂದು ನಂಬಿದ್ದೇವೆ. ನಿಷ್ಪಕ್ಷಪಾತವಾಗಿ ಸದನ ನಡೆಸುವುದು ನಿಮ್ಮ ದೊಡ್ಡ ಜವಾಬ್ದಾರಿಯಾಗಿದೆ. ತೃಣಮೂಲ ಕಾಂಗ್ರೆಸ್ ನಾಯಕ ಸುದೀಪ್ ಬಂದೋಪಾಧ್ಯಾಯ ಅವರು ಓಂ ಬಿರ್ಲಾ ಅವರಿಗೆ ಶುಭ ಹಾರೈಸಿದರು. ಪ್ರಧಾನಿ ನರೇಂದ್ರ ಮೋದಿಯವರು ಹುಟ್ಟುಹಬ್ಬದ ಶುಭಾಶಯ ಕೋರಿದ ಬಳಿಕ ಈಗ ಓಂ ಬಿರ್ಲಾ ಸ್ಪೀಕರ್ ಆಗಿ ಆಯ್ಕೆಯಾಗಿದ್ದಾರೆ ಎಂದರು.: [754, 169, 932, 321]
story-headline: ತಮಿಳುನಾಡು ವಿಧಾನಸಭೆ: ವಿರೋಧ ಪಕ್ಷದ ನಾಯಕ ಸೇರಿ ಎಐಎಡಿಎಂಕೆ ಶಾಸಕರು ಅಮಾನತು: [14, 922, 182, 974]
portrait-icon: [96, 684, 182, 778]
footer-rule: [10, 1458, 935, 1460]
kerala-high-court-photo: [388, 1106, 568, 1186]
imprint: [10, 1462, 958, 1518]
story-byline: ಬದಲಾವಣೆ ಸುದ್ದಿ: [14, 395, 182, 405]
story-headline: ಕೊಪ್ಪಳ ಜಿಲ್ಲಾ ಜೆಡಿಎಸ್ ನಿಂದ ಕಾಂಗ್ರೆಸ್ ವಿರುದ್ಧ ಪ್ರತಿಭಟನೆ: [752, 476, 893, 510]
story-kenya: [196, 814, 636, 1066]
portrait-icon: [568, 176, 748, 326]
registration-mark: [324, 1530, 332, 1538]
valmiki-corporation-logo: [468, 1301, 556, 1385]
leaders-portraits: [399, 491, 571, 531]
divider: [640, 812, 641, 1066]
riot-police-icon: [348, 890, 482, 1018]
story-headline: ಕೇಜ್ರಿವಾಲ್‌ಗೆ ಮತ್ತೊಂದು ಆಘಾತ: ಅಬಕಾರಿ ನೀತಿ ಹಗರಣದಲ್ಲಿ ಬಂಧಿಸಿದ ಸಿಬಿಐ: [14, 338, 175, 391]
story-byline: ಬದಲಾವಣೆ ಸುದ್ದಿ: [196, 1302, 372, 1312]
akhilesh-yadav-lead-photo: [568, 176, 748, 326]
story-govt-transfers: [646, 814, 934, 1066]
